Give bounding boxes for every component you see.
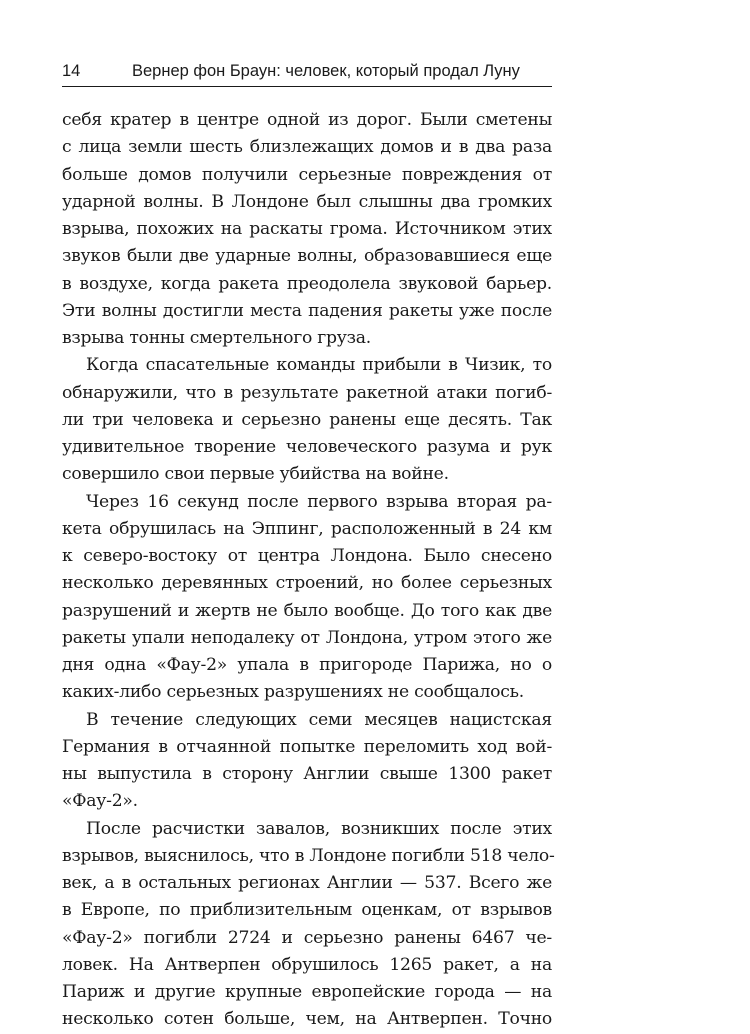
text-line: взрывов, выяснилось, что в Лондоне погибли 518 чело- (62, 845, 555, 866)
text-line: обнаружили, что в результате ракетной атаки погиб- (62, 382, 552, 403)
text-line: ракеты упали неподалеку от Лондона, утром этого же (62, 627, 552, 648)
paragraph-5 (62, 816, 555, 1034)
text-line: ли три человека и серьезно ранены еще десять. Так (62, 409, 552, 430)
text-line: «Фау-2» погибли 2724 и серьезно ранены 6467 че- (62, 927, 552, 948)
paragraph-1 (62, 107, 552, 352)
text-line: ны выпустила в сторону Англии свыше 1300 ракет (62, 764, 552, 784)
text-line: Когда спасательные команды прибыли в Чизик, то (86, 355, 552, 376)
paragraph-3 (62, 489, 552, 707)
text-line: дня одна «Фау-2» упала в пригороде Парижа, но о (62, 655, 552, 675)
page-number: 14 (62, 62, 81, 80)
book-page (62, 62, 555, 1034)
text-line: Париж и другие крупные европейские города — на (62, 982, 552, 1002)
text-line: После расчистки завалов, возникших после этих (86, 818, 552, 839)
running-title: Вернер фон Браун: человек, который продал Луну (132, 62, 520, 80)
text-line: совершило свои первые убийства на войне. (62, 464, 449, 485)
text-line: «Фау-2». (62, 791, 138, 812)
paragraph-4 (62, 707, 552, 816)
text-line: Через 16 секунд после первого взрыва вторая ра- (86, 491, 552, 512)
text-line: с лица земли шесть близлежащих домов и в два раза (62, 137, 552, 158)
text-line: звуков были две ударные волны, образовавшиеся еще (62, 246, 552, 267)
text-line: несколько сотен больше, чем, на Антверпен. Точно (62, 1009, 552, 1030)
text-line: каких-либо серьезных разрушениях не сообщалось. (62, 682, 524, 703)
text-line: в Европе, по приблизительным оценкам, от взрывов (62, 900, 552, 921)
text-line: кета обрушилась на Эппинг, расположенный в 24 км (62, 518, 552, 539)
text-line: век, а в остальных регионах Англии — 537. Всего же (62, 873, 552, 893)
text-line: В течение следующих семи месяцев нацистская (86, 709, 552, 730)
body-text (62, 107, 555, 1034)
text-line: себя кратер в центре одной из дорог. Были сметены (62, 110, 552, 130)
text-line: удивительное творение человеческого разума и рук (62, 437, 552, 457)
text-line: Эти волны достигли места падения ракеты уже после (62, 300, 552, 321)
text-line: ударной волны. В Лондоне был слышны два громких (62, 191, 552, 212)
text-line: ловек. На Антверпен обрушилось 1265 ракет, а на (62, 954, 552, 975)
text-line: несколько деревянных строений, но более серьезных (62, 573, 552, 594)
text-line: Германия в отчаянной попытке переломить ход вой- (62, 736, 552, 757)
text-line: взрыва тонны смертельного груза. (62, 328, 371, 348)
text-line: к северо-востоку от центра Лондона. Было снесено (62, 546, 552, 566)
text-line: взрыва, похожих на раскаты грома. Источником этих (62, 219, 552, 239)
text-line: разрушений и жертв не было вообще. До того как две (62, 600, 552, 621)
running-header (62, 62, 552, 87)
text-line: больше домов получили серьезные повреждения от (62, 164, 552, 185)
text-line: в воздухе, когда ракета преодолела звуковой барьер. (62, 273, 552, 294)
paragraph-2 (62, 352, 552, 488)
